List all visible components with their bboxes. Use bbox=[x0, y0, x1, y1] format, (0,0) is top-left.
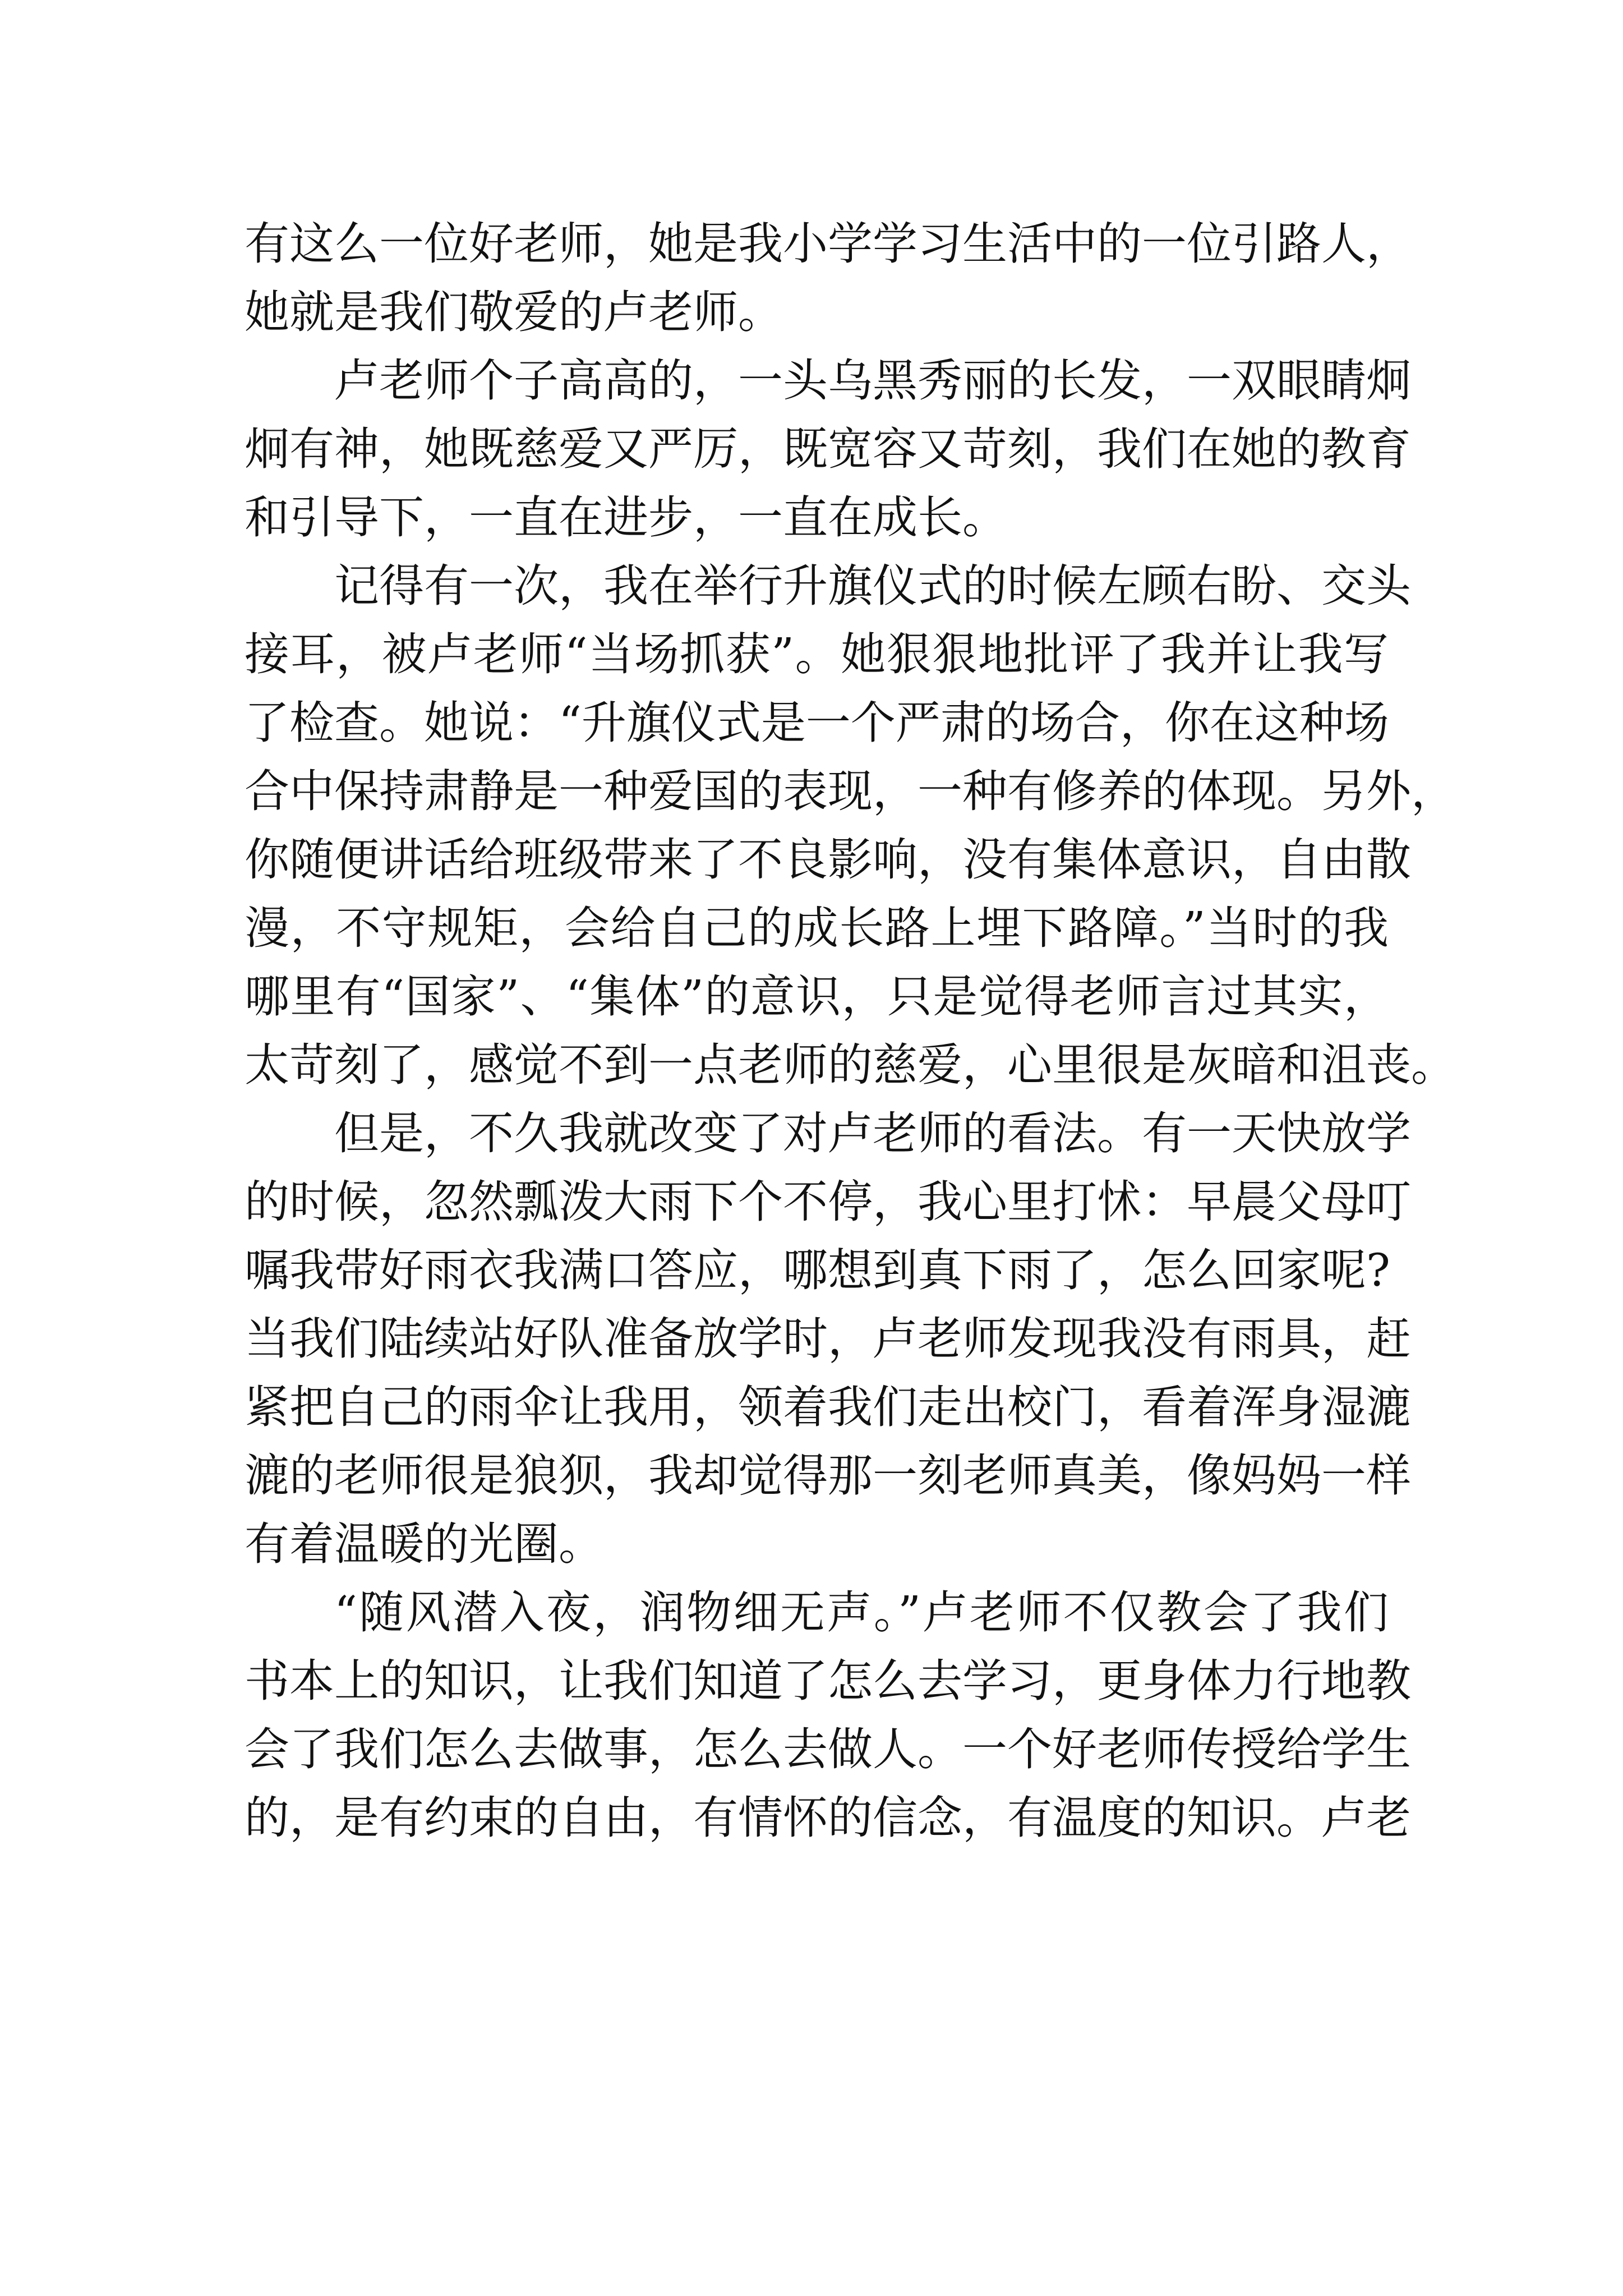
text-line: 嘱我带好雨衣我满口答应，哪想到真下雨了，怎么回家呢? bbox=[245, 1244, 1390, 1296]
text-line: 记得有一次，我在举行升旗仪式的时候左顾右盼、交头 bbox=[334, 560, 1411, 612]
text-line: 有这么一位好老师，她是我小学学习生活中的一位引路人， bbox=[245, 218, 1411, 270]
text-line: 哪里有“国家”、“集体”的意识，只是觉得老师言过其实， bbox=[245, 970, 1389, 1023]
text-line: 你随便讲话给班级带来了不良影响，没有集体意识，自由散 bbox=[245, 834, 1411, 886]
text-line: 太苛刻了，感觉不到一点老师的慈爱，心里很是灰暗和沮丧。 bbox=[245, 1039, 1456, 1091]
text-line: 合中保持肃静是一种爱国的表现，一种有修养的体现。另外， bbox=[245, 765, 1456, 817]
text-line: 和引导下，一直在进步，一直在成长。 bbox=[245, 491, 1007, 544]
text-line: 紧把自己的雨伞让我用，领着我们走出校门，看着浑身湿漉 bbox=[245, 1381, 1411, 1433]
text-line: “随风潜入夜，润物细无声。”卢老师不仅教会了我们 bbox=[334, 1586, 1389, 1639]
text-line: 接耳，被卢老师“当场抓获”。她狠狠地批评了我并让我写 bbox=[245, 628, 1389, 680]
text-line: 炯有神，她既慈爱又严厉，既宽容又苛刻，我们在她的教育 bbox=[245, 423, 1411, 475]
text-line: 当我们陆续站好队准备放学时，卢老师发现我没有雨具，赶 bbox=[245, 1313, 1411, 1365]
text-line: 有着温暖的光圈。 bbox=[245, 1518, 603, 1570]
text-line: 书本上的知识，让我们知道了怎么去学习，更身体力行地教 bbox=[245, 1655, 1411, 1707]
text-line: 会了我们怎么去做事，怎么去做人。一个好老师传授给学生 bbox=[245, 1723, 1411, 1775]
text-line: 的，是有约束的自由，有情怀的信念，有温度的知识。卢老 bbox=[245, 1792, 1411, 1844]
text-line: 漫，不守规矩，会给自己的成长路上埋下路障。”当时的我 bbox=[245, 902, 1389, 954]
text-line: 但是，不久我就改变了对卢老师的看法。有一天快放学 bbox=[334, 1107, 1411, 1159]
text-line: 的时候，忽然瓢泼大雨下个不停，我心里打怵：早晨父母叮 bbox=[245, 1176, 1411, 1228]
text-line: 漉的老师很是狼狈，我却觉得那一刻老师真美，像妈妈一样 bbox=[245, 1450, 1411, 1502]
text-line: 了检查。她说：“升旗仪式是一个严肃的场合，你在这种场 bbox=[245, 697, 1389, 749]
text-line: 她就是我们敬爱的卢老师。 bbox=[245, 286, 783, 338]
text-line: 卢老师个子高高的，一头乌黑秀丽的长发，一双眼睛炯 bbox=[334, 355, 1411, 407]
